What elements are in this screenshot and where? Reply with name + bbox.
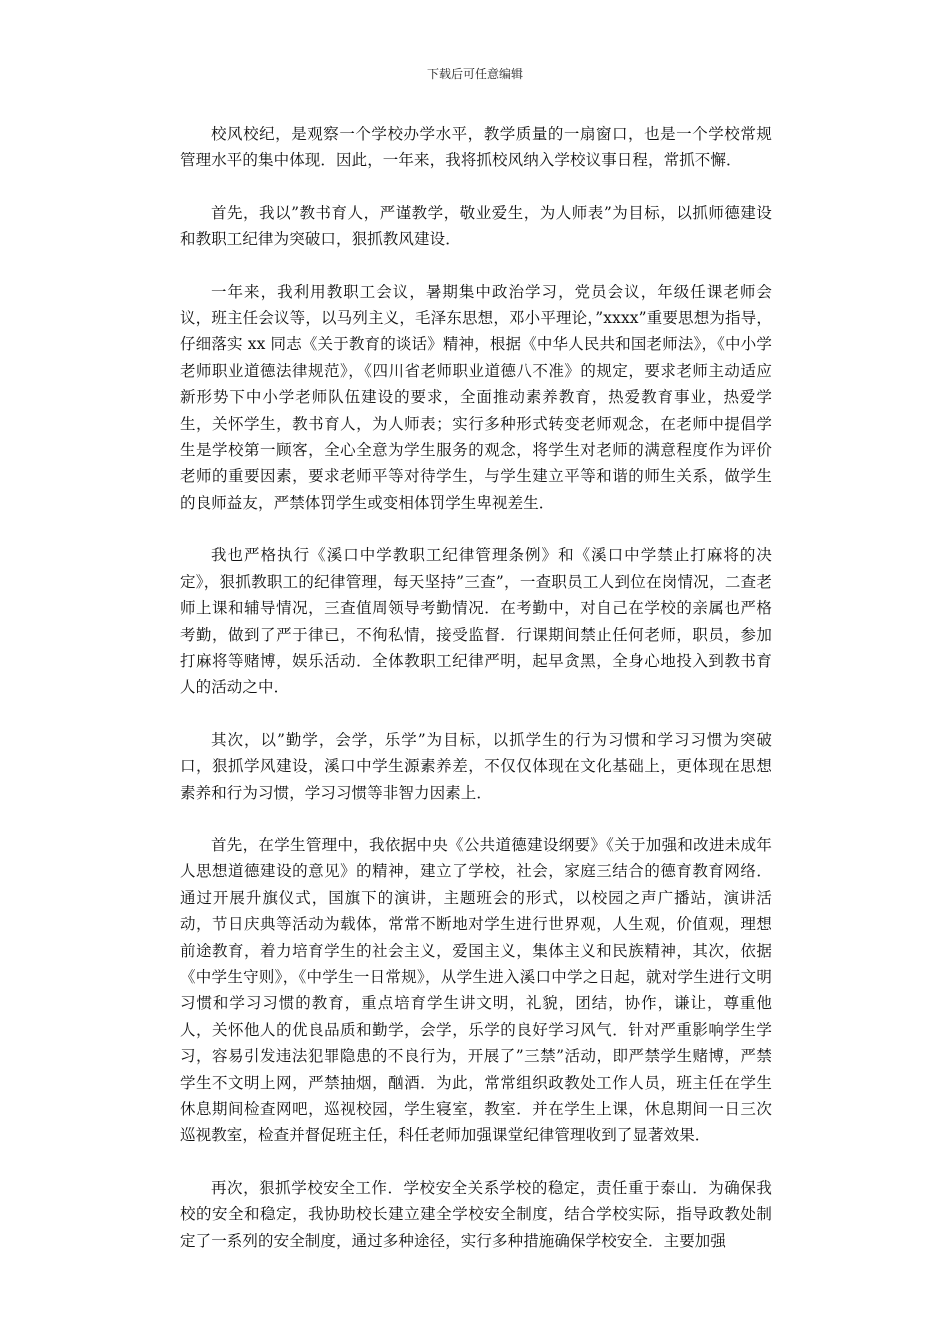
page-header-note: 下载后可任意编辑 — [426, 67, 523, 81]
paragraph-school-safety: 再次，狠抓学校安全工作．学校安全关系学校的稳定，责任重于泰山．为确保我校的安全和稳定，我协助校长建立建全学校安全制度，结合学校实际，指导政教处制定了一系列的安全制度，通过多种途径，实行多种措施确保学校安全．主要加强 — [180, 1178, 772, 1250]
paragraph-student-management: 首先，在学生管理中，我依据中央《公共道德建设纲要》《关于加强和改进未成年人思想道德建设的意见》的精神，建立了学校，社会，家庭三结合的德育教育网络．通过开展升旗仪式，国旗下的演讲，主题班会的形式，以校园之声广播站，演讲活动，节日庆典等活动为载体，常常不断地对学生进行世界观，人生观，价值观，理想前途教育，着力培育学生的社会主义，爱国主义，集体主义和民族精神，其次，依据《中学生守则》，《中学生一日常规》，从学生进入溪口中学之日起，就对学生进行文明习惯和学习习惯的教育，重点培育学生讲文明，礼貌，团结，协作，谦让，尊重他人，关怀他人的优良品质和勤学，会学，乐学的良好学习风气．针对严重影响学生学习，容易引发违法犯罪隐患的不良行为，开展了”三禁”活动，即严禁学生赌博，严禁学生不文明上网，严禁抽烟，酗酒．为此，常常组织政教处工作人员，班主任在学生休息期间检查网吧，巡视校园，学生寝室，教室．并在学生上课，休息期间一日三次巡视教室，检查并督促班主任，科任老师加强课堂纪律管理收到了显著效果． — [180, 835, 772, 1145]
paragraph-teacher-meetings: 一年来，我利用教职工会议，暑期集中政治学习，党员会议，年级任课老师会议，班主任会议等，以马列主义，毛泽东思想，邓小平理论，”xxxx”重要思想为指导，仔细落实 xx 同志《关于教育的谈话》精神，根据《中华人民共和国老师法》，《中小学老师职业道德法律规范》，《四川省老师职业道德八不准》的规定，要求老师主动适应新形势下中小学老师队伍建设的要求，全面推动素养教育，热爱教育事业，热爱学生，关怀学生，教书育人，为人师表；实行多种形式转变老师观念，在老师中提倡学生是学校第一顾客，全心全意为学生服务的观念，将学生对老师的满意程度作为评价老师的重要因素，要求老师平等对待学生，与学生建立平等和谐的师生关系，做学生的良师益友，严禁体罚学生或变相体罚学生卑视差生． — [180, 282, 772, 512]
paragraph-teacher-ethics-goal: 首先，我以”教书育人，严谨教学，敬业爱生，为人师表”为目标，以抓师德建设和教职工纪律为突破口，狠抓教风建设． — [180, 203, 772, 249]
paragraph-school-discipline-intro: 校风校纪，是观察一个学校办学水平，教学质量的一扇窗口，也是一个学校常规管理水平的集中体现．因此，一年来，我将抓校风纳入学校议事日程，常抓不懈． — [180, 125, 772, 170]
document-body — [180, 121, 772, 1254]
paragraph-staff-discipline: 我也严格执行《溪口中学教职工纪律管理条例》和《溪口中学禁止打麻将的决定》，狠抓教职工的纪律管理，每天坚持”三查”，一查职员工人到位在岗情况，二查老师上课和辅导情况，三查值周领导考勤情况．在考勤中，对自己在学校的亲属也严格考勤，做到了严于律已，不徇私情，接受监督．行课期间禁止任何老师，职员，参加打麻将等赌博，娱乐活动．全体教职工纪律严明，起早贪黑，全身心地投入到教书育人的活动之中． — [180, 546, 772, 697]
paragraph-study-style-goal: 其次，以”勤学，会学，乐学”为目标，以抓学生的行为习惯和学习习惯为突破口，狠抓学风建设，溪口中学生源素养差，不仅仅体现在文化基础上，更体现在思想素养和行为习惯，学习习惯等非智力因素上． — [180, 730, 772, 802]
